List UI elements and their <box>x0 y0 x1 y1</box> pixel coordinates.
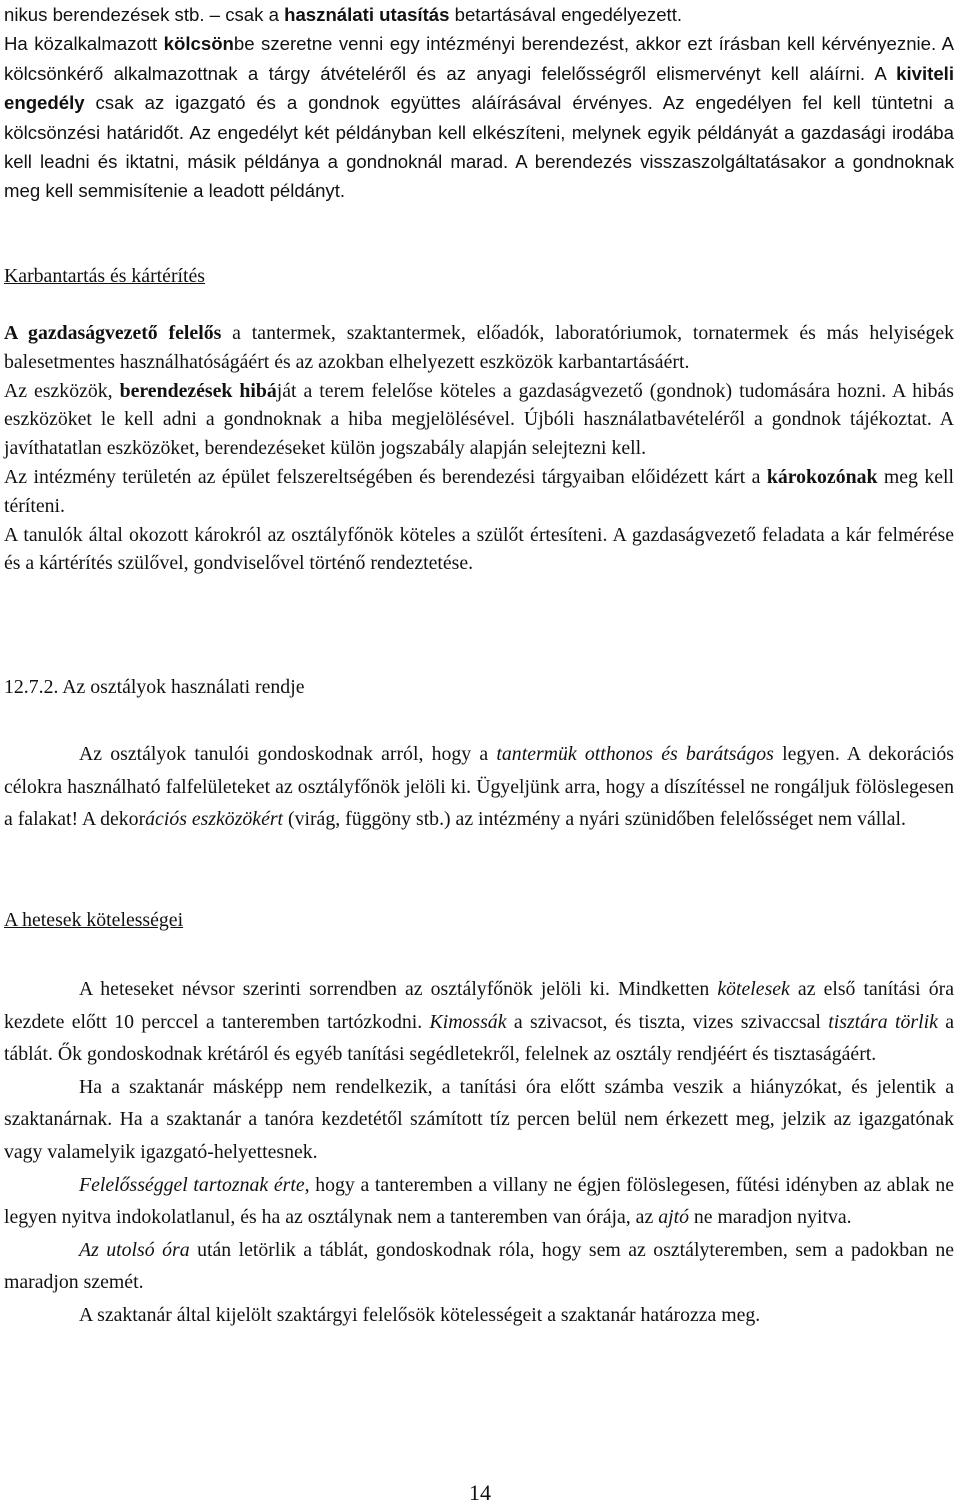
maintenance-para-2 <box>4 377 954 463</box>
text-run: nikus berendezések stb. – csak a <box>4 4 285 25</box>
text-run: , hogy a tanteremben a villany ne égjen fölöslegesen, fűtési idényben az ablak ne legyen nyitva indokolatlanul, és ha az osztálynak nem a tanteremben van órája, az <box>4 1173 954 1229</box>
class-usage-para-1 <box>4 738 954 836</box>
maintenance-para-1 <box>4 319 954 377</box>
text-run: A tanulók által okozott károkról az osztályfőnök köteles a szülőt értesíteni. A gazdaságvezető feladata a kár felmérése és a kártérítés szülővel, gondviselővel történő rendeztetése. <box>4 523 954 575</box>
bold-text-run: kölcsön <box>163 33 234 55</box>
page-number: 14 <box>469 1480 491 1505</box>
italic-text-run: Kimossák <box>429 1010 507 1033</box>
text-run: a szivacsot, és tiszta, vizes szivaccsal <box>506 1010 829 1033</box>
text-run: be szeretne venni egy intézményi berendezést, akkor ezt írásban kell kérvényeznie. A kölcsönkérő alkalmazottnak a tárgy átvételéről és az anyagi felelősségről elismervényt kell aláírni. A <box>4 33 954 84</box>
text-run: legyen. A dekorációs célokra használható falfelületeket az osztályfőnök jelöli ki. Ügyeljünk arra, hogy a díszítéssel ne rongáljuk fölöslegesen a falakat! A dekor <box>4 743 955 831</box>
italic-text-run: Az utolsó óra <box>79 1238 190 1261</box>
duty-para-4 <box>4 1234 954 1299</box>
text-run: meg kell téríteni. <box>4 465 954 517</box>
text-run: a táblát. Ők gondoskodnak krétáról és egyéb tanítási segédletekről, felelnek az osztály rendjéért és tisztaságáért. <box>4 1010 955 1066</box>
duty-para-2 <box>4 1071 954 1169</box>
bold-text-run: károkozónak <box>766 465 878 488</box>
text-run: Az intézmény területén az épület felszereltségében és berendezési tárgyaiban előidézett kárt a <box>4 465 767 488</box>
duty-heading: A hetesek kötelességei <box>4 909 184 931</box>
text-run: az első tanítási óra kezdete előtt 10 perccel a tanteremben tartózkodni. <box>4 978 954 1033</box>
italic-text-run: kötelesek <box>717 978 790 1000</box>
text-run: Az osztályok tanulói gondoskodnak arról, hogy a <box>79 743 497 765</box>
text-run: csak az igazgató és a gondnok együttes aláírásával érvényes. Az engedélyen fel kell tüntetni a kölcsönzési határidőt. Az engedélyt két példányban kell elkészíteni, melynek egyik példányát a gazdasági irodába kell leadni és iktatni, másik példánya a gondnoknál marad. A berendezés visszaszolgáltatásakor a gondnoknak meg kell semmisítenie a leadott példányt. <box>4 92 954 202</box>
class-usage-heading: 12.7.2. Az osztályok használati rendje <box>4 676 305 698</box>
maintenance-para-3 <box>4 463 954 521</box>
maintenance-heading-block <box>4 261 954 291</box>
intro-line-1 <box>4 0 954 29</box>
italic-text-run: ációs eszközökért <box>145 808 284 831</box>
bold-text-run: A gazdaságvezető felelős <box>4 322 222 344</box>
maintenance-heading: Karbantartás és kártérítés <box>4 265 206 287</box>
text-run: betartásával engedélyezett. <box>449 4 683 25</box>
text-run: Ha közalkalmazott <box>4 33 164 55</box>
text-run: Az eszközök, <box>4 379 120 402</box>
italic-text-run: tantermük otthonos és barátságos <box>496 743 774 765</box>
maintenance-section <box>4 319 954 578</box>
duty-para-1 <box>4 973 954 1071</box>
class-usage-heading-block <box>4 672 954 702</box>
bold-text-run: kiviteli engedély <box>4 62 954 114</box>
duty-para-3 <box>4 1169 954 1234</box>
italic-text-run: ajtó <box>658 1206 689 1229</box>
duty-heading-block <box>4 905 954 935</box>
text-run: után letörlik a táblát, gondoskodnak róla, hogy sem az osztályteremben, sem a padokban ne maradjon szemét. <box>4 1238 954 1294</box>
text-run: ját a terem felelőse köteles a gazdaságvezető (gondnok) tudomására hozni. A hibás eszközöket le kell adni a gondnoknak a hiba megjelölésével. Újbóli használatbavételéről a gondnok tájékoztat. A javíthatatlan eszközöket, berendezéseket külön jogszabály alapján selejtezni kell. <box>4 379 954 460</box>
text-run: A heteseket névsor szerinti sorrendben az osztályfőnök jelöli ki. Mindketten <box>79 978 718 1000</box>
duty-section <box>4 973 954 1332</box>
intro-text-block <box>4 0 954 206</box>
bold-text-run: használati utasítás <box>284 4 450 25</box>
text-run: Ha a szaktanár másképp nem rendelkezik, a tanítási óra előtt számba veszik a hiányzókat, és jelentik a szaktanárnak. Ha a szaktanár a tanóra kezdetétől számított tíz percen belül nem érkezett meg, jelzik az igazgatónak vagy valamelyik igazgató-helyettesnek. <box>4 1075 954 1163</box>
text-run: a tantermek, szaktantermek, előadók, laboratóriumok, tornatermek és más helyiségek balesetmentes használhatóságáért és az azokban elhelyezett eszközök karbantartásáért. <box>4 322 955 373</box>
bold-text-run: berendezések hibá <box>119 379 277 402</box>
intro-paragraph <box>4 29 954 205</box>
maintenance-para-4 <box>4 521 954 579</box>
italic-text-run: tisztára törlik <box>828 1010 938 1033</box>
text-run: (virág, függöny stb.) az intézmény a nyári szünidőben felelősséget nem vállal. <box>283 808 906 831</box>
italic-text-run: Felelősséggel tartoznak érte <box>79 1173 305 1196</box>
duty-para-5 <box>4 1299 954 1332</box>
text-run: A szaktanár által kijelölt szaktárgyi felelősök kötelességeit a szaktanár határozza meg. <box>79 1303 761 1326</box>
text-run: ne maradjon nyitva. <box>688 1206 852 1229</box>
class-usage-section <box>4 738 954 836</box>
